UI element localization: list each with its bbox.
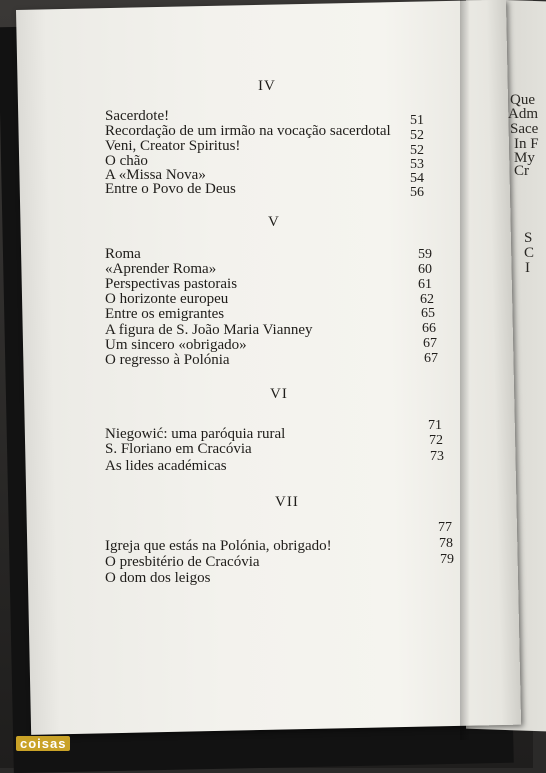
facing-page-text: S bbox=[524, 230, 533, 246]
toc-entry-page: 72 bbox=[429, 433, 443, 448]
toc-entry-page: 77 bbox=[438, 520, 452, 535]
toc-entry-title: O horizonte europeu bbox=[105, 291, 229, 307]
toc-entry-title: A «Missa Nova» bbox=[105, 167, 206, 183]
toc-entry-title: O chão bbox=[105, 153, 148, 169]
toc-entry-page: 67 bbox=[423, 336, 437, 351]
toc-entry-page: 65 bbox=[421, 306, 435, 321]
toc-entry-title: As lides académicas bbox=[105, 458, 227, 474]
section-heading: VI bbox=[270, 386, 288, 402]
toc-entry-title: O regresso à Polónia bbox=[105, 352, 230, 368]
toc-entry-title: A figura de S. João Maria Vianney bbox=[105, 322, 313, 338]
facing-page-text: Sace bbox=[510, 121, 539, 137]
facing-page-text: In F bbox=[514, 136, 539, 152]
toc-entry-page: 51 bbox=[410, 113, 424, 128]
toc-entry-title: Roma bbox=[105, 246, 141, 262]
toc-entry-page: 71 bbox=[428, 418, 442, 433]
facing-page-text: Adm bbox=[508, 106, 538, 122]
toc-entry-title: S. Floriano em Cracóvia bbox=[105, 441, 252, 457]
toc-entry-title: O dom dos leigos bbox=[105, 570, 211, 586]
toc-entry-page: 73 bbox=[430, 449, 444, 464]
toc-entry-title: O presbitério de Cracóvia bbox=[105, 554, 260, 570]
toc-entry-page: 79 bbox=[440, 552, 454, 567]
toc-entry-title: Um sincero «obrigado» bbox=[105, 337, 247, 353]
toc-entry-title: Niegowić: uma paróquia rural bbox=[105, 426, 286, 442]
toc-entry-page: 78 bbox=[439, 536, 453, 551]
section-heading: VII bbox=[275, 494, 299, 510]
facing-page-text: Que bbox=[510, 92, 535, 108]
toc-entry-page: 52 bbox=[410, 143, 424, 158]
toc-entry-title: Perspectivas pastorais bbox=[105, 276, 238, 292]
section-heading: V bbox=[268, 214, 280, 230]
section-heading: IV bbox=[258, 78, 276, 94]
toc-entry-title: Veni, Creator Spiritus! bbox=[105, 138, 241, 154]
toc-entry-page: 53 bbox=[410, 157, 424, 172]
toc-entry-page: 67 bbox=[424, 351, 438, 366]
toc-entry-title: Sacerdote! bbox=[105, 108, 170, 124]
toc-entry-page: 62 bbox=[420, 292, 434, 307]
toc-entry-page: 60 bbox=[418, 262, 432, 277]
facing-page-text: I bbox=[525, 260, 530, 276]
toc-entry-page: 59 bbox=[418, 247, 432, 262]
toc-entry-title: «Aprender Roma» bbox=[105, 261, 217, 277]
facing-page-text: C bbox=[524, 245, 535, 261]
toc-entry-page: 61 bbox=[418, 277, 432, 292]
facing-page-text: Cr bbox=[514, 163, 529, 179]
toc-entry-title: Entre o Povo de Deus bbox=[105, 181, 236, 197]
toc-entry-page: 52 bbox=[410, 128, 424, 143]
facing-page-text: My bbox=[514, 150, 535, 166]
toc-entry-page: 66 bbox=[422, 321, 436, 336]
toc-entry-page: 56 bbox=[410, 185, 424, 200]
toc-entry-title: Igreja que estás na Polónia, obrigado! bbox=[105, 538, 332, 554]
toc-entry-title: Recordação de um irmão na vocação sacerdotal bbox=[105, 123, 391, 139]
toc-entry-title: Entre os emigrantes bbox=[105, 306, 225, 322]
watermark-logo: coisas bbox=[16, 736, 70, 751]
toc-entry-page: 54 bbox=[410, 171, 424, 186]
